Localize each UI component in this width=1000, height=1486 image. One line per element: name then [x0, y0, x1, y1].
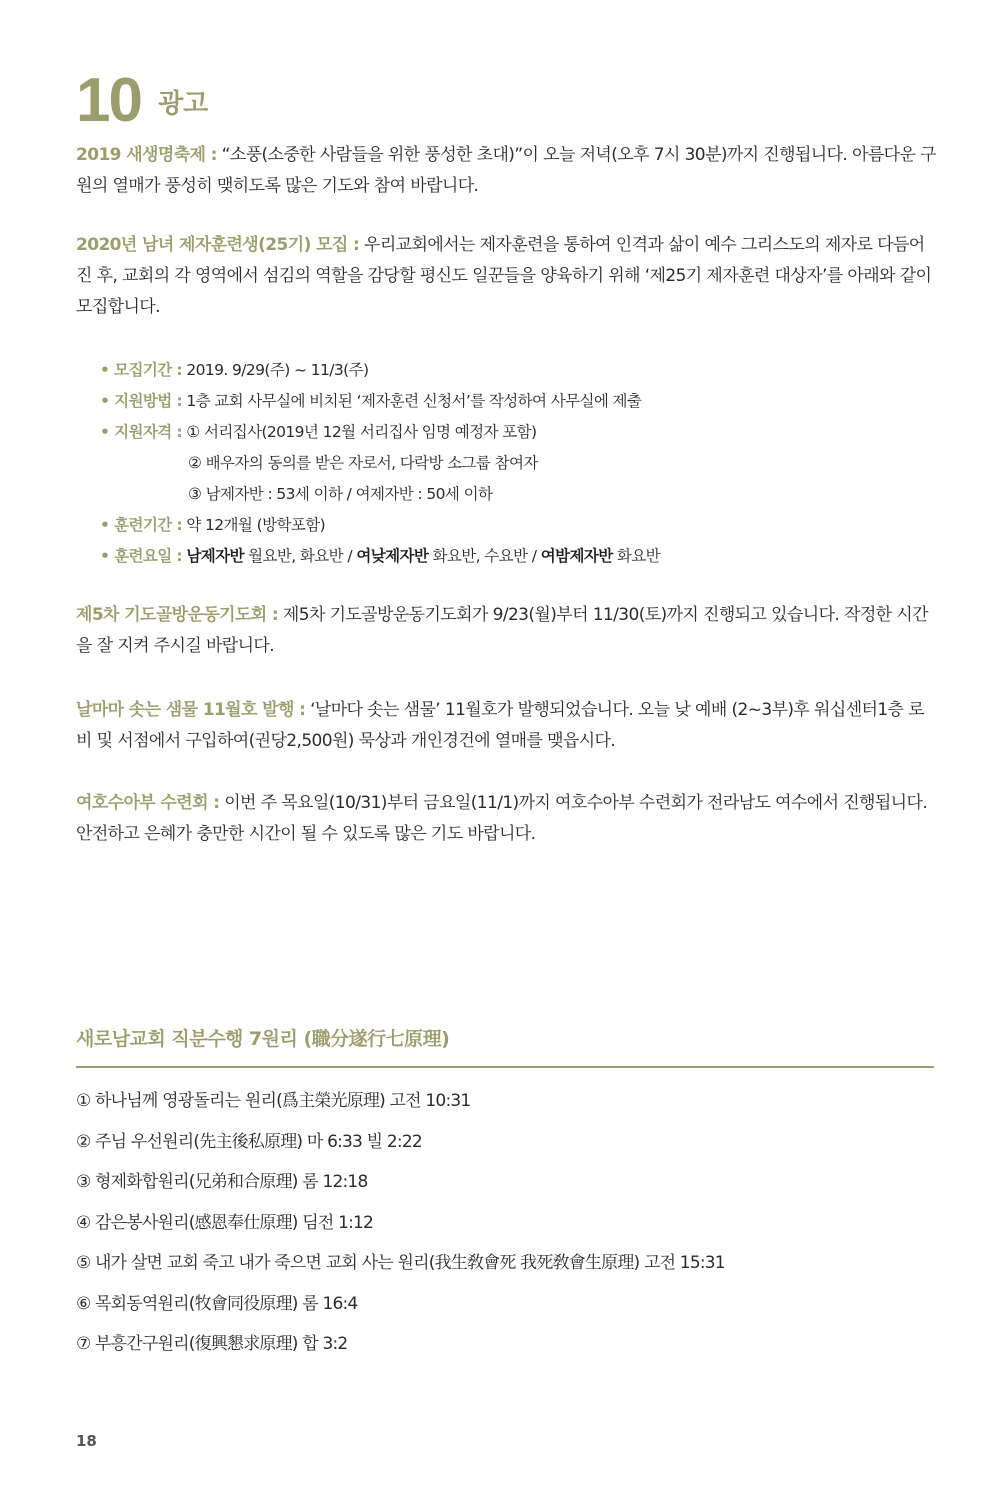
- application-method: [100, 386, 920, 417]
- bullet-value: ① 서리집사(2019년 12월 서리집사 임명 예정자 포함): [182, 423, 537, 441]
- principles-title: 새로남교회 직분수행 7원리 (職分遂行七原理): [76, 1028, 450, 1050]
- bullet-value: 약 12개월 (방학포함): [182, 516, 326, 534]
- group-days: 화요반, 수요반 /: [428, 547, 541, 565]
- bullet-label: • 지원자격 :: [100, 423, 182, 441]
- bullet-label: • 훈련기간 :: [100, 516, 182, 534]
- principle-item: ④ 감은봉사원리(感恩奉仕原理) 딤전 1:12: [76, 1212, 374, 1233]
- group-name: 남제자반: [186, 547, 244, 565]
- bullet-value: 1층 교회 사무실에 비치된 ‘제자훈련 신청서’를 작성하여 사무실에 제출: [182, 392, 642, 410]
- qualification-item: ② 배우자의 동의를 받은 자로서, 다락방 소그룹 참여자: [188, 454, 538, 472]
- group-name: 여밤제자반: [540, 547, 613, 565]
- page-number: 18: [76, 1432, 97, 1450]
- notice-discipleship: [76, 230, 936, 323]
- notice-body: “소풍(소중한 사람들을 위한 풍성한 초대)”이 오늘 저녁(오후 7시 30분)까지 진행됩니다. 아름다운 구원의 열매가 풍성히 맺히도록 많은 기도와 참여 바랍니다.: [76, 145, 936, 196]
- notice-lead: 날마마 솟는 샘물 11월호 발행 :: [76, 700, 306, 720]
- notice-festival: [76, 140, 936, 202]
- training-days: [100, 541, 920, 572]
- notice-body: 이번 주 목요일(10/31)부터 금요일(11/1)까지 여호수아부 수련회가 전라남도 여수에서 진행됩니다. 안전하고 은혜가 충만한 시간이 될 수 있도록 많은 기도 바랍니다.: [76, 793, 928, 844]
- principles-list: [76, 1085, 725, 1369]
- section-title: 광고: [158, 89, 209, 119]
- notice-devotional: [76, 695, 936, 757]
- group-days: 월요반, 화요반 /: [243, 547, 357, 565]
- principle-item: ③ 형제화합원리(兄弟和合原理) 롬 12:18: [76, 1172, 368, 1192]
- notice-prayer-meeting: [76, 600, 936, 662]
- bullet-label: • 지원방법 :: [100, 392, 182, 410]
- notice-body: ‘날마다 솟는 샘물’ 11월호가 발행되었습니다. 오늘 낮 예배 (2~3부)후 워십센터1층 로비 및 서점에서 구입하여(권당2,500원) 묵상과 개인경건에 열매를 맺읍시다.: [76, 700, 924, 751]
- principle-item: ② 주님 우선원리(先主後私原理) 마 6:33 빌 2:22: [76, 1131, 422, 1152]
- notice-lead: 여호수아부 수련회 :: [76, 793, 220, 813]
- section-header: [76, 66, 209, 140]
- group-name: 여낮제자반: [356, 547, 429, 565]
- qualification: [100, 417, 920, 448]
- qualification-item: ③ 남제자반 : 53세 이하 / 여제자반 : 50세 이하: [188, 485, 493, 503]
- group-days: 화요반: [612, 547, 661, 565]
- bullet-value: 2019. 9/29(주) ~ 11/3(주): [182, 361, 369, 379]
- section-number: 10: [76, 66, 141, 135]
- notice-retreat: [76, 788, 936, 850]
- notice-body: 제5차 기도골방운동기도회가 9/23(월)부터 11/30(토)까지 진행되고 있습니다. 작정한 시간을 잘 지켜 주시길 바랍니다.: [76, 605, 928, 656]
- notice-lead: 2019 새생명축제 :: [76, 145, 217, 165]
- training-duration: [100, 510, 920, 541]
- principle-item: ⑤ 내가 살면 교회 죽고 내가 죽으면 교회 사는 원리(我生敎會死 我死敎會生原理) 고전 15:31: [76, 1253, 725, 1273]
- notice-body: 우리교회에서는 제자훈련을 통하여 인격과 삶이 예수 그리스도의 제자로 다듬어진 후, 교회의 각 영역에서 섬김의 역할을 감당할 평신도 일꾼들을 양육하기 위해 ‘제25기 제자훈련 대상자’를 아래와 같이 모집합니다.: [76, 235, 932, 317]
- bullet-label: • 훈련요일 :: [100, 547, 182, 565]
- principle-item: ⑥ 목회동역원리(牧會同役原理) 롬 16:4: [76, 1293, 358, 1314]
- notice-lead: 2020년 남녀 제자훈련생(25기) 모집 :: [76, 235, 360, 255]
- principle-item: ① 하나님께 영광돌리는 원리(爲主榮光原理) 고전 10:31: [76, 1091, 471, 1111]
- principle-item: ⑦ 부흥간구원리(復興懇求原理) 합 3:2: [76, 1334, 348, 1354]
- bullet-label: • 모집기간 :: [100, 361, 182, 379]
- recruitment-period: [100, 355, 920, 386]
- notice-lead: 제5차 기도골방운동기도회 :: [76, 605, 279, 625]
- divider: [76, 1066, 934, 1068]
- recruitment-details: [100, 355, 920, 572]
